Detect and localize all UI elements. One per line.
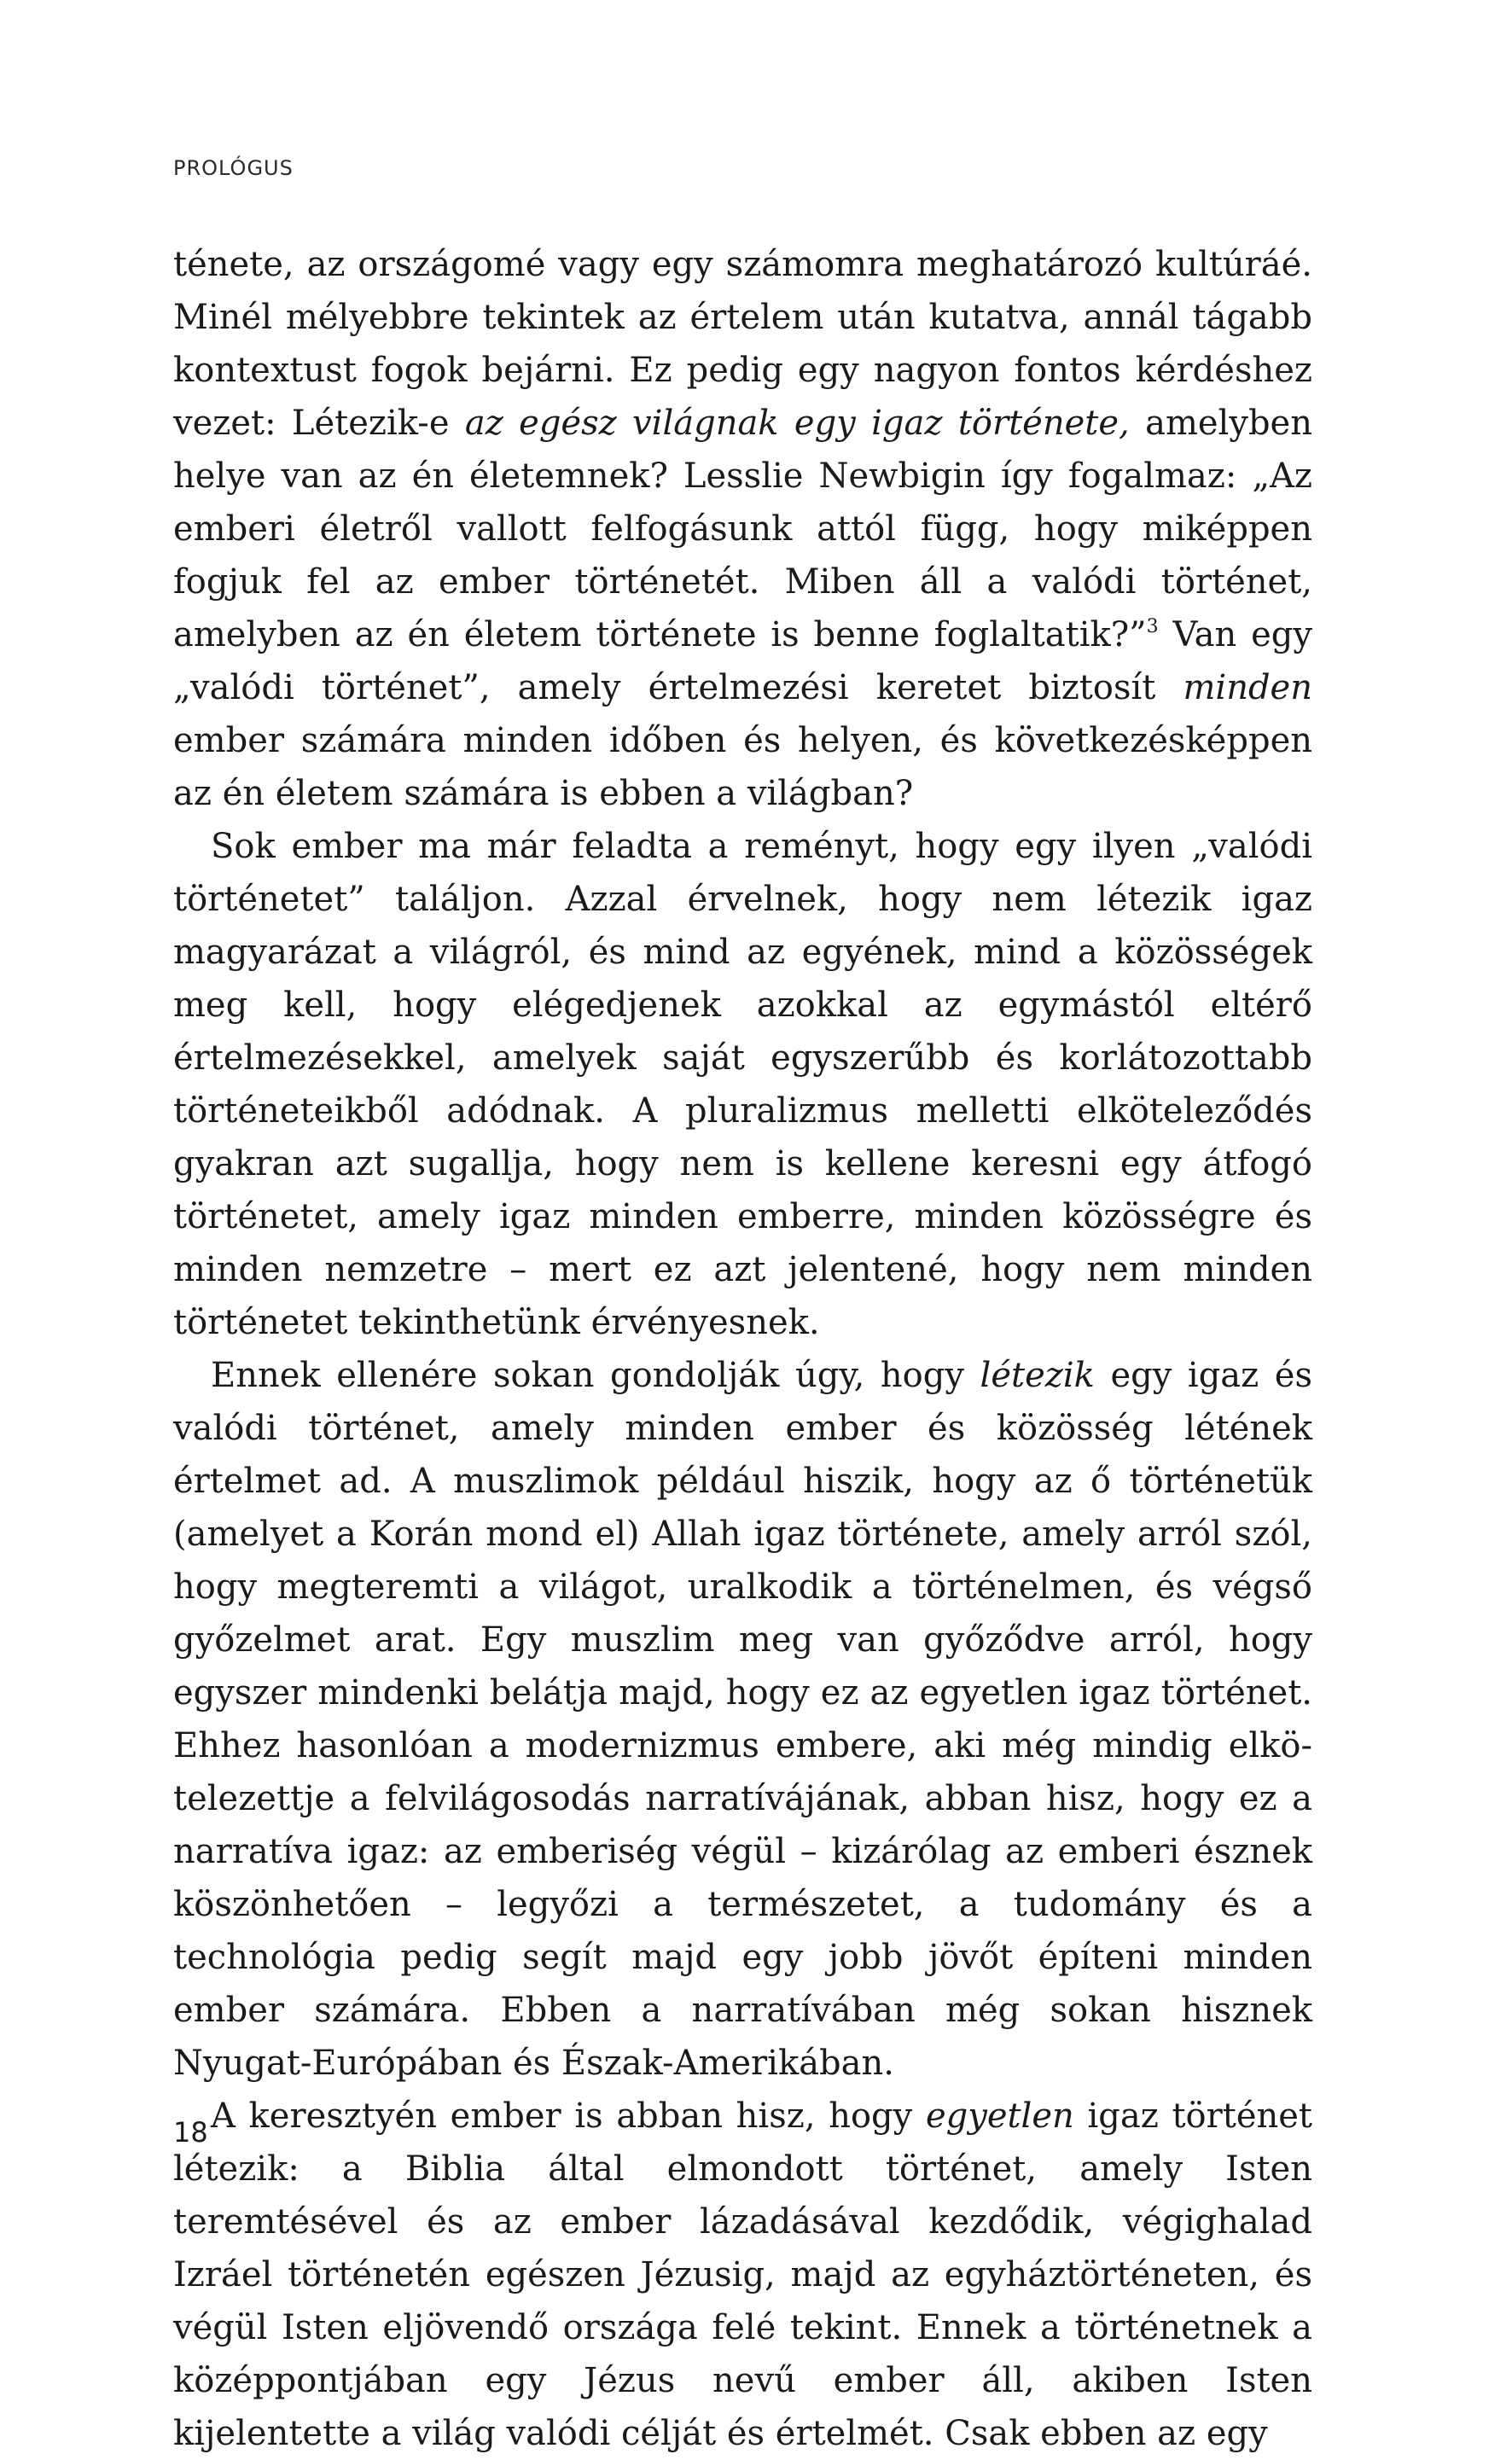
italic-run: létezik [980,1356,1095,1395]
paragraph-1 [173,238,1312,820]
body-text [173,238,1312,2460]
text-run: ténete, az országomé vagy egy számomra meghatározó kultúráé. Minél mélyebbre tekintek az értelem után kutatva, annál tágabb kontextust fogok bejárni. Ez pedig egy nagyon fontos kérdéshez vezet: Létezik-e [173,245,1312,443]
paragraph-4 [173,2090,1312,2460]
italic-run: egyetlen [925,2097,1074,2136]
text-run: egy igaz és valódi történet, amely minden ember és közösség létének értelmet ad. A muszlimok például hiszik, hogy az ő történetük (amelyet a Korán mond el) Allah igaz története, amely arról szól, hogy megteremti a világot, uralkodik a történelmen, és végső győzelmet arat. Egy muszlim meg van győződve arról, hogy egyszer mindenki belátja majd, hogy ez az egyetlen igaz történet. Ehhez hasonlóan a modernizmus embere, aki még mindig elkötelezettje a felvilágosodás narratívájának, abban hisz, hogy ez a narratíva igaz: az emberiség végül – kizárólag az emberi észnek köszönhetően – legyőzi a természetet, a tudomány és a technológia pedig segít majd egy jobb jövőt építeni minden ember számára. Ebben a narratívában még sokan hisznek Nyugat-Európában és Észak-Amerikában. [173,1356,1312,2083]
text-run: Ennek ellenére sokan gondolják úgy, hogy [211,1356,980,1395]
page-number: 18 [173,2116,208,2149]
text-run: A keresztyén ember is abban hisz, hogy [211,2097,926,2136]
paragraph-2 [173,820,1312,1349]
italic-run: minden [1183,668,1312,707]
text-run: amelyben helye van az én életemnek? Lesslie Newbigin így fogalmaz: „Az emberi életről vallott felfogásunk attól függ, hogy miképpen fogjuk fel az ember történetét. Miben áll a valódi történet, amelyben az én életem története is benne foglaltatik?” [173,404,1312,654]
text-run: igaz történet létezik: a Biblia által elmondott történet, amely Isten teremtésével és az ember lázadásával kezdődik, végighalad Izráel történetén egészen Jézusig, majd az egyháztörténeten, és végül Isten eljövendő országa felé tekint. Ennek a történetnek a középpontjában egy Jézus nevű ember áll, akiben Isten kijelentette a világ valódi célját és értelmét. Csak ebben az egy [173,2097,1312,2453]
italic-run: az egész világnak egy igaz története, [464,404,1130,443]
footnote-marker: 3 [1146,616,1159,637]
running-header: PROLÓGUS [173,156,294,180]
text-run: Sok ember ma már feladta a reményt, hogy egy ilyen „valódi történetet” találjon. Azzal érvelnek, hogy nem létezik igaz magyarázat a világról, és mind az egyének, mind a közösségek meg kell, hogy elégedjenek azokkal az egymástól eltérő értelmezésekkel, amelyek saját egyszerűbb és korlátozottabb történeteikből adódnak. A pluralizmus melletti elköteleződés gyakran azt sugallja, hogy nem is kellene keresni egy átfogó történetet, amely igaz minden emberre, minden közösségre és minden nemzetre – mert ez azt jelentené, hogy nem minden történetet tekinthetünk érvényesnek. [173,827,1312,1342]
text-run: ember számára minden időben és helyen, és következésképpen az én életem számára is ebben a világban? [173,721,1312,813]
text-run: Van egy „valódi történet”, amely értelmezési keretet biztosít [173,615,1312,707]
paragraph-3 [173,1349,1312,2090]
